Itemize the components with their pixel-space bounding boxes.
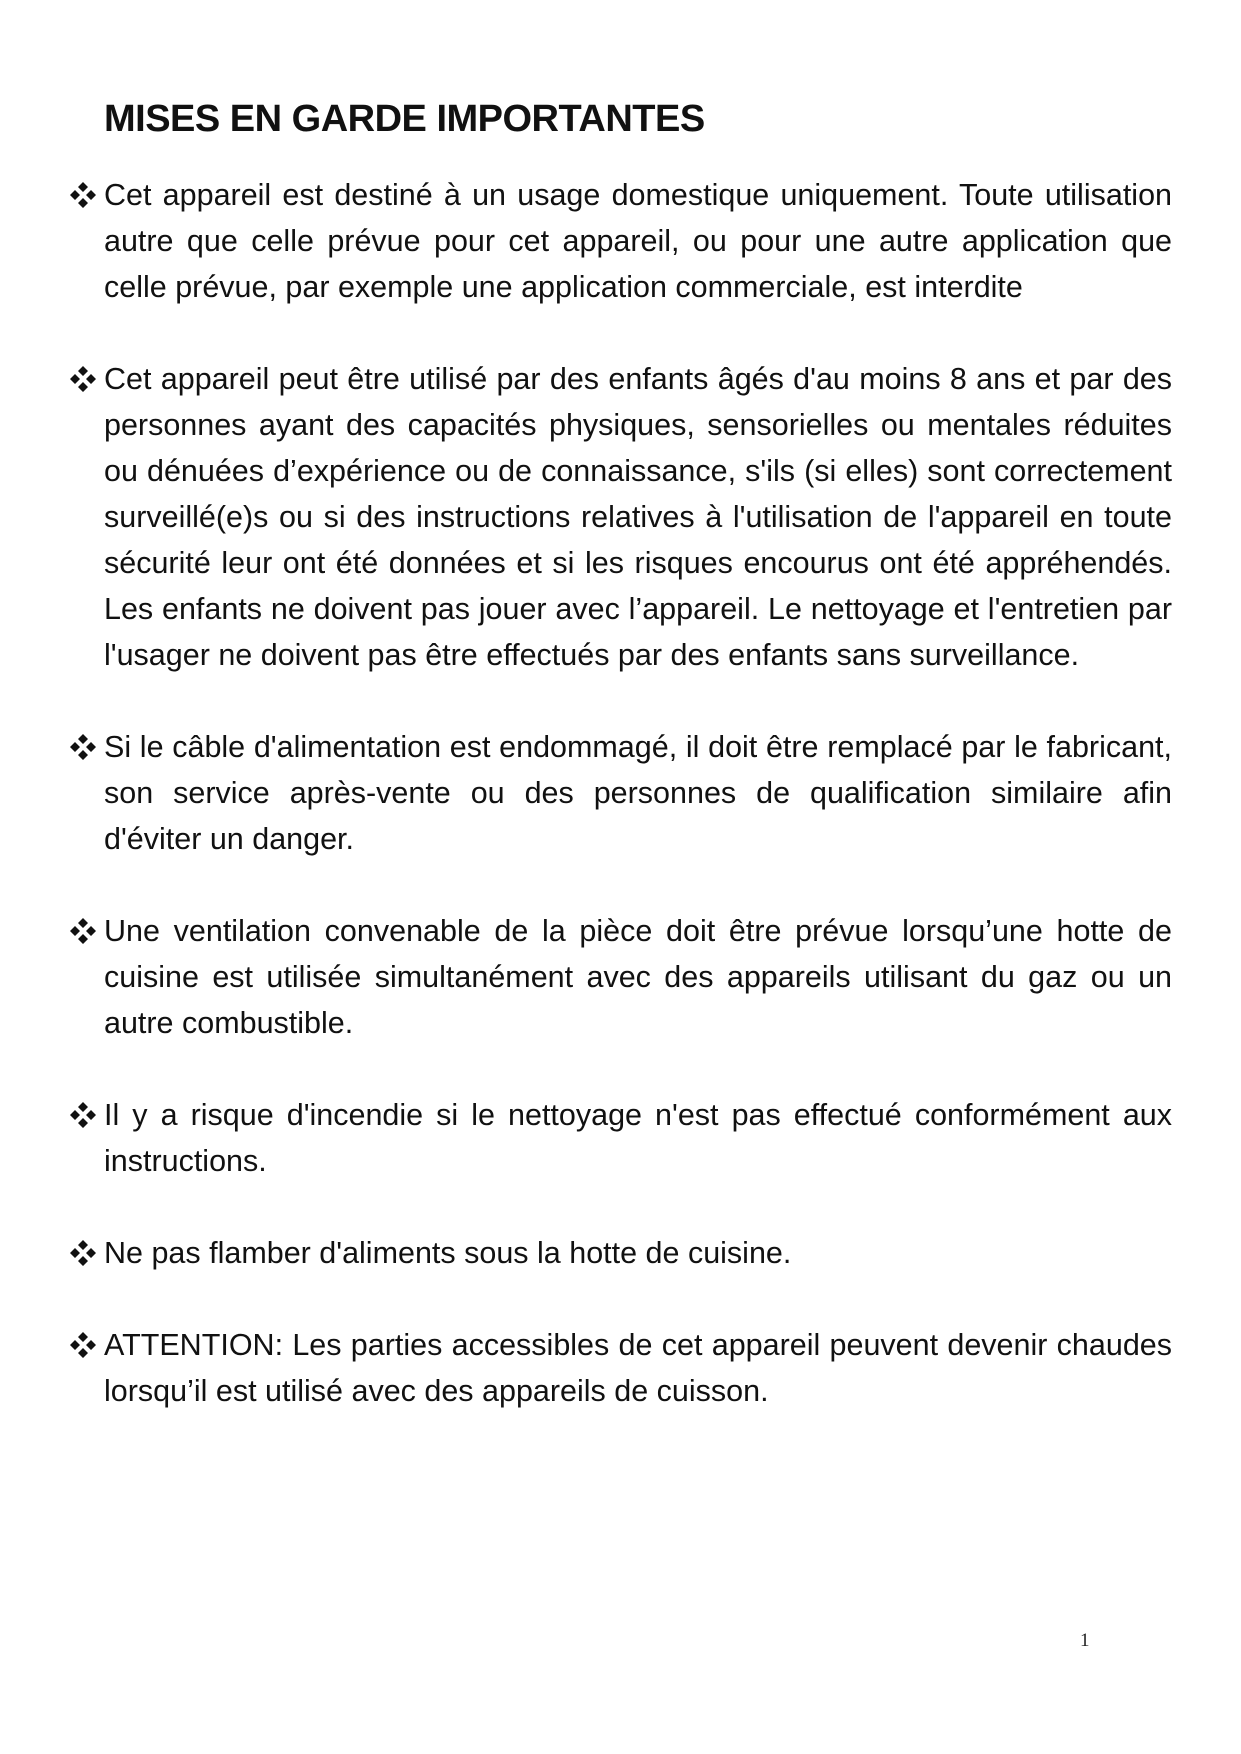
list-item: [68, 172, 1172, 310]
warning-text: Cet appareil peut être utilisé par des enfants âgés d'au moins 8 ans et par des personnes ayant des capacités physiques, sensorielles ou mentales réduites ou dénuées d’expérience ou de connaissance, s'ils (si elles) sont correctement surveillé(e)s ou si des instructions relatives à l'utilisation de l'appareil en toute sécurité leur ont été données et si les risques encourus ont été appréhendés. Les enfants ne doivent pas jouer avec l’appareil. Le nettoyage et l'entretien par l'usager ne doivent pas être effectués par des enfants sans surveillance.: [104, 362, 1172, 672]
warning-text: Une ventilation convenable de la pièce doit être prévue lorsqu’une hotte de cuisine est utilisée simultanément avec des appareils utilisant du gaz ou un autre combustible.: [104, 914, 1172, 1040]
list-item: [68, 356, 1172, 678]
list-item: [68, 1230, 1172, 1276]
page-number: 1: [1080, 1630, 1090, 1651]
warning-text: ATTENTION: Les parties accessibles de cet appareil peuvent devenir chaudes lorsqu’il est utilisé avec des appareils de cuisson.: [104, 1328, 1172, 1408]
warnings-list: [68, 172, 1172, 1460]
warning-text: Cet appareil est destiné à un usage domestique uniquement. Toute utilisation autre que celle prévue pour cet appareil, ou pour une autre application que celle prévue, par exemple une application commerciale, est interdite: [104, 178, 1172, 304]
four-diamond-bullet-icon: [68, 1092, 100, 1138]
page-title: MISES EN GARDE IMPORTANTES: [104, 98, 705, 140]
list-item: [68, 1092, 1172, 1184]
list-item: [68, 1322, 1172, 1414]
list-item: [68, 908, 1172, 1046]
four-diamond-bullet-icon: [68, 1230, 100, 1276]
four-diamond-bullet-icon: [68, 172, 100, 218]
four-diamond-bullet-icon: [68, 1322, 100, 1368]
warning-text: Il y a risque d'incendie si le nettoyage n'est pas effectué conformément aux instructions.: [104, 1098, 1172, 1178]
four-diamond-bullet-icon: [68, 908, 100, 954]
list-item: [68, 724, 1172, 862]
warning-text: Si le câble d'alimentation est endommagé, il doit être remplacé par le fabricant, son service après-vente ou des personnes de qualification similaire afin d'éviter un danger.: [104, 730, 1172, 856]
four-diamond-bullet-icon: [68, 356, 100, 402]
warning-text: Ne pas flamber d'aliments sous la hotte de cuisine.: [104, 1236, 792, 1270]
four-diamond-bullet-icon: [68, 724, 100, 770]
